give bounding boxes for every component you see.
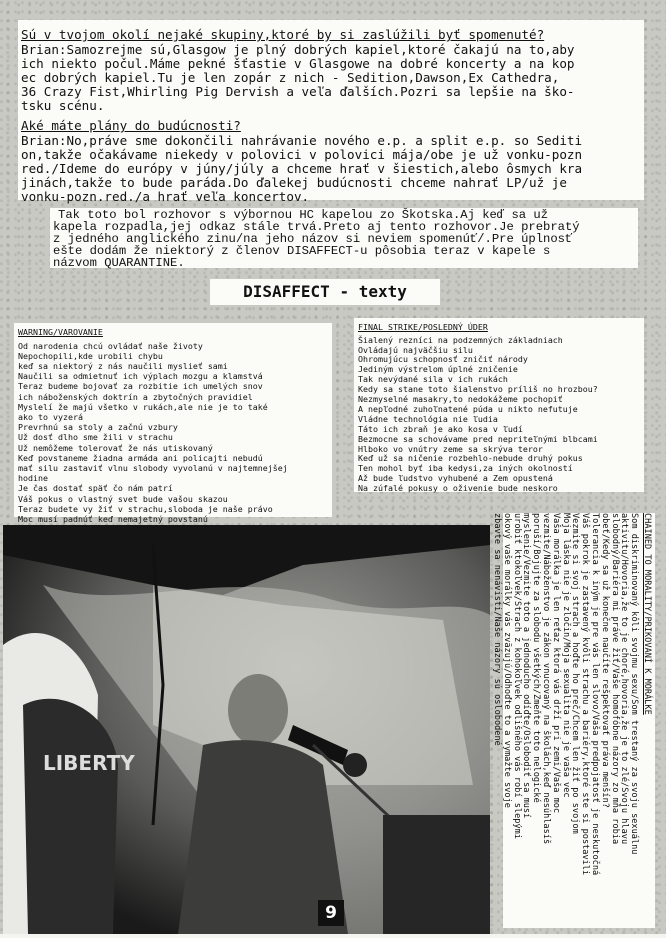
lyric-line: Nezmyselné masakry,to nedokážeme pochopiť	[358, 394, 563, 405]
lyric-line: poruší/Bojujte za slobodu všetkých/Zmeňte toto nelogické	[531, 513, 542, 803]
lyric-line: Táto ich zbraň je ako kosa v ľudí	[358, 423, 523, 434]
outro-line: kapela rozpadla,jej odkaz stále trvá.Preto aj tento rozhovor.Je prebratý	[53, 220, 580, 234]
lyric-line: Od narodenia chcú ovládať naše životy	[18, 340, 203, 351]
lyric-line: Kedy sa stane toto šialenstvo príliš no hrozbou?	[358, 384, 598, 395]
question-2: Aké máte plány do budúcnosti?	[21, 118, 241, 133]
lyric-line: Keď už sa ničenie rozbehlo-nebude druhý pokus	[358, 453, 583, 464]
answer-2-line: red./Ideme do európy v júny/júly a chceme hrať v šiestich,alebo ôsmych kra	[21, 161, 583, 176]
lyric-line: Teraz budete vy žiť v strachu,sloboda je naše právo	[18, 503, 273, 514]
answer-1-line: 36 Crazy Fist,Whirling Pig Dervish a veľa ďalších.Pozri sa lepšie na ško-	[21, 84, 575, 99]
outro-line: názvom QUARANTINE.	[53, 256, 185, 270]
lyric-line: Vezmite si svoj strach a hoďte ho preč/Chcem len žiť po svojom	[570, 513, 581, 834]
lyric-line: Už dosť dlho sme žili v strachu	[18, 432, 173, 443]
lyric-line: hodine	[18, 473, 48, 484]
lyric-line: Ten mohol byť iba kedysi,za iných okolností	[358, 463, 573, 474]
lyric-line: Je čas dostať späť čo nám patrí	[18, 483, 173, 494]
answer-1-line: tsku scénu.	[21, 98, 105, 113]
song-chained-box	[492, 513, 655, 928]
lyrics-title: DISAFFECT - texty	[210, 279, 440, 305]
outro-box	[50, 208, 638, 268]
interview-box	[18, 20, 644, 204]
song-chained-text	[492, 513, 652, 918]
answer-2-line: on,takže očakávame niekedy v polovici v polovici mája/obe je už vonku-pozn	[21, 147, 583, 162]
lyric-line: Keď povstaneme žiadna armáda ani policajti nebudú	[18, 452, 263, 463]
song-final-strike-box	[354, 318, 644, 492]
band-live-photo	[3, 525, 490, 934]
lyric-line: Šialený rezníci na podzemných základniach	[358, 334, 563, 345]
answer-1-line: ec dobrých kapiel.Tu je len zopár z nich - Sedition,Dawson,Ex Cathedra,	[21, 70, 560, 85]
answer-1-line: Brian:Samozrejme sú,Glasgow je plný dobrých kapiel,ktoré čakajú na to,aby	[21, 42, 575, 57]
lyric-line: okový vaše morálky vás zväzujú/Odhoďte to a vymažte svoje	[501, 513, 512, 808]
lyric-line: Prevrhnú sa stoly a začnú vzbury	[18, 422, 178, 433]
lyric-line: Tak nevýdané sila v ich rukách	[358, 374, 508, 385]
song-title: WARNING/VAROVANIE	[18, 327, 103, 337]
lyric-line: Jediným výstrelom úplné zničenie	[358, 364, 518, 375]
lyric-line: Až bude ľudstvo vyhubené a Zem opustená	[358, 473, 553, 484]
lyric-line: aktivitu/Hovoria,že to je choré,hovoria,že je to zlé/Svoju hlavu	[619, 513, 630, 845]
lyric-line: ako to vyzerá	[18, 412, 83, 423]
lyric-line: Teraz budeme bojovať za rozbitie ich umelých snov	[18, 381, 263, 392]
lyric-line: Už nemôžeme tolerovať že nás utiskovaný	[18, 442, 213, 453]
lyric-line: mať silu zastaviť vlnu slobody vyvolanú v najtemnejšej	[18, 463, 288, 474]
outro-line: Tak toto bol rozhovor s výbornou HC kapelou zo Škotska.Aj keď sa už	[58, 208, 549, 222]
song-title: CHAINED TO MORALITY/PRIKOVANÍ K MORÁLKE	[642, 513, 652, 715]
lyric-line: vezmite/Náboženstvo je zákon vnucovaný na školách,keď nesúhlasíš	[541, 513, 552, 845]
lyric-line: keď sa niektorý z nás naučili myslieť sami	[18, 361, 228, 371]
lyric-line: Bezmocne sa schovávame pred nepriteľnými blbcami	[358, 433, 598, 444]
lyric-line: Ohromujúcu schopnosť zničiť národy	[358, 354, 528, 365]
lyric-line: Vládne technológia nie ľudia	[358, 413, 498, 424]
answer-2-line: Brian:No,práve sme dokončili nahrávanie nového e.p. a split e.p. so Sediti	[21, 133, 583, 148]
lyric-line: Váš pokus o vlastný svet bude vašou skazou	[18, 493, 228, 504]
song-title: FINAL STRIKE/POSLEDNÝ ÚDER	[358, 322, 488, 332]
question-1: Sú v tvojom okolí nejaké skupiny,ktoré by si zaslúžili byť spomenuté?	[21, 27, 545, 42]
shirt-lettering: LIBERTY	[43, 751, 135, 775]
lyric-line: urobiť ktokoľvek/Strach z kohokoľvek odlišného vás robí slepými	[511, 513, 522, 839]
lyric-line: Myslelí že majú všetko v rukách,ale nie je to také	[18, 401, 268, 412]
answer-2-line: vonku-pozn.red./a hrať veľa koncertov.	[21, 189, 310, 204]
lyric-line: obeť/Kedy sa už konečne naučíte rešpektovať práva menšín?	[599, 513, 610, 808]
answer-2-line: jinách,takže to bude paráda.Do ďalekej budúcnosti chceme nahrať LP/už je	[21, 175, 567, 190]
outro-line: z jedného anglického zinu/na jeho názov si neviem spomenúť/.Pre úplnosť	[53, 232, 573, 246]
lyric-line: Naučili sa odmietnuť ich výplach mozgu a klamstvá	[18, 371, 263, 382]
lyric-line: Hlboko vo vnútry zeme sa skrýva teror	[358, 443, 543, 454]
lyric-line: Ovládajú najväčšiu silu	[358, 344, 473, 355]
lyric-line: Vaša morálka je len reťaz ktorá vás drží pri zemi/Vaša moc	[550, 513, 561, 814]
lyric-line: myslenie/Vezmite toto a jednoducho odíďte/Oslobodiť sa musí	[521, 513, 532, 819]
song-warning-box	[14, 323, 332, 525]
lyric-line: Váš pokrok je zastavený kvôli strachu a bariéry,ktoré ste si postavili	[580, 513, 591, 876]
answer-1-line: ich niekto počul.Máme pekné šťastie v Glasgowe na dobré koncerty a na kop	[21, 56, 575, 71]
concert-photo-image	[3, 525, 490, 934]
lyric-line: zbavte sa nenávisti/Naše názory sú oslobodené	[492, 513, 503, 746]
outro-line: ešte dodám že niektorý z členov DISAFFECT-u pôsobia teraz v kapele s	[53, 244, 551, 258]
lyric-line: slobodný/Bariéra mi práve žiť/Vaše homofóbne názory zo mňa robia	[609, 513, 620, 845]
lyric-line: Moja láska nie je zločin/Moja sexualita nie je vaša vec	[560, 513, 571, 798]
lyric-line: A nepľodné zuhoľnatené púda u nikto nefutuje	[358, 403, 578, 414]
lyric-line: Som diskriminovaný kôli svojmu sexu/Som trestaný za svoju sexuálnu	[629, 513, 640, 855]
lyric-line: Nepochopili,kde urobili chybu	[18, 350, 163, 361]
page-number: 9	[318, 900, 344, 926]
lyric-line: Moc musí padnúť keď nemajetný povstanú	[18, 514, 208, 525]
lyric-line: ich náboženských doktrín a zbytočných pravidiel	[18, 391, 253, 402]
lyric-line: Tolerancia k iným je pre vás len slovo/Vaša predpojatosť je neskutočná	[590, 513, 601, 876]
lyric-line: Na zúfalé pokusy o oživenie bude neskoro	[358, 483, 558, 494]
